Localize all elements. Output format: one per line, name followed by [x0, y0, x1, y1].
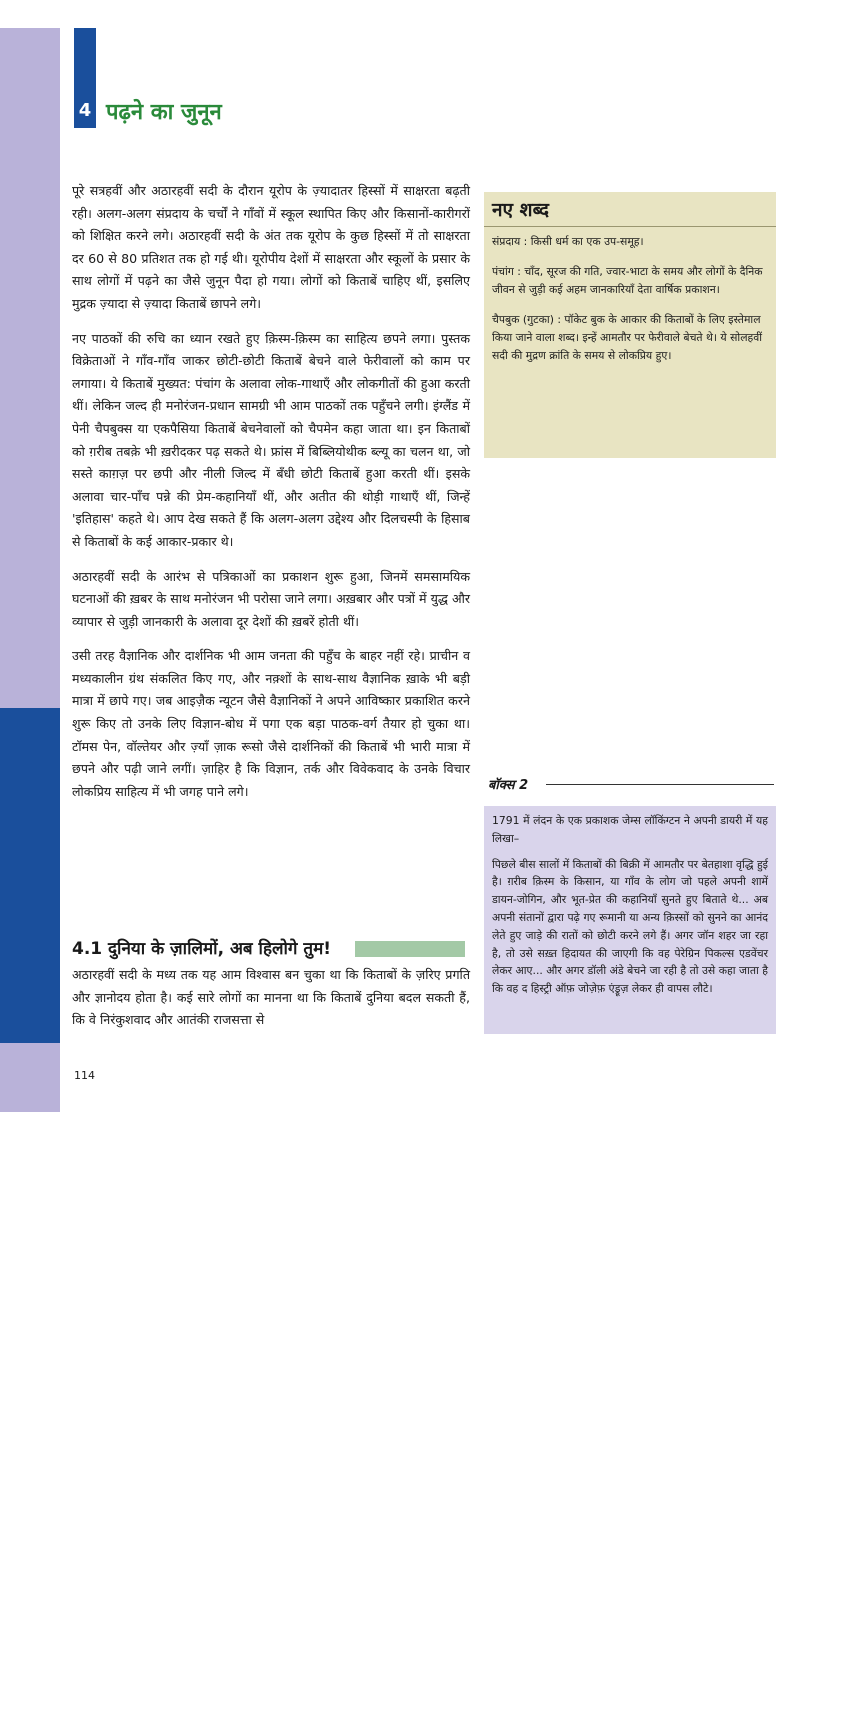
side-label-band [0, 708, 60, 1736]
page-number: 114 [74, 1069, 95, 1082]
box2-panel [484, 806, 776, 1034]
paragraph-3: अठारहवीं सदी के आरंभ से पत्रिकाओं का प्रकाशन शुरू हुआ, जिनमें समसामयिक घटनाओं की ख़बर के साथ मनोरंजन भी परोसा जाने लगा। अख़बार और पत्रों में युद्ध और व्यापार से जुड़ी जानकारी के अलावा दूर देशों की ख़बरें होती थीं। [72, 568, 471, 629]
side-label: भारत और समकालीन विश्व [14, 1617, 28, 1736]
section-paragraph: अठारहवीं सदी के मध्य तक यह आम विश्वास बन चुका था कि किताबों के ज़रिए प्रगति और ज्ञानोदय होता है। कई सारे लोगों का मानना था कि किताबें दुनिया बदल सकती हैं, कि वे निरंकुशवाद और आतंकी राजसत्ता से [72, 967, 470, 1028]
main-text [72, 180, 470, 815]
paragraph-4: उसी तरह वैज्ञानिक और दार्शनिक भी आम जनता की पहुँच के बाहर नहीं रहे। प्राचीन व मध्यकालीन ग्रंथ संकलित किए गए, और नक़्शों के साथ-साथ वैज्ञानिक ख़ाके भी बड़ी मात्रा में छापे गए। जब आइज़ैक न्यूटन जैसे वैज्ञानिकों ने अपने आविष्कार प्रकाशित करने शुरू किए तो उनके लिए विज्ञान-बोध में पगा एक बड़ा पाठक-वर्ग तैयार हो चुका था। टॉमस पेन, वॉल्तेयर और ज़्याँ ज़ाक रूसो जैसे दार्शनिकों की किताबें भी भारी मात्रा में छपने और पढ़ी जाने लगीं। ज़ाहिर है कि विज्ञान, तर्क और विवेकवाद के उनके विचार लोकप्रिय साहित्य में भी जगह पाने लगे। [72, 648, 470, 799]
box2-quote: पिछले बीस सालों में किताबों की बिक्री में आमतौर पर बेतहाशा वृद्धि हुई है। ग़रीब क़िस्म के किसान, या गाँव के लोग जो पहले अपनी शामें डायन-जोगिन, और भूत-प्रेत की कहानियाँ सुनते हुए बिताते थे... अब अपनी संतानों द्वारा पढ़े गए रूमानी या अन्य क़िस्सों को सुनने का आनंद लेते हुए जाड़े की रातों को छोटी करने लगे हैं। अगर जॉन शहर जा रहा है, तो उसे सख़्त हिदायत की जाएगी कि वह पेरेग्रिन पिकल्स एडवेंचर लेकर आए... और अगर डॉली अंडे बेचने जा रही है तो उसे कहा जाता है कि वह द हिस्ट्री ऑफ़ जोज़ेफ़ एंड्रूज़ लेकर ही वापस लौटे। [492, 857, 768, 996]
chapter-number: 4 [78, 100, 92, 121]
glossary-entry: चैपबुक (गुटका) : पॉकेट बुक के आकार की किताबों के लिए इस्तेमाल किया जाने वाला शब्द। इन्हें आमतौर पर फेरीवाले बेचते थे। ये सोलहवीं सदी की मुद्रण क्रांति के समय से लोकप्रिय हुए। [492, 313, 763, 362]
section-text-block [72, 964, 470, 1044]
box2-rule [546, 784, 774, 785]
chapter-title: पढ़ने का जुनून [106, 100, 222, 125]
section-heading: 4.1 दुनिया के ज़ालिमों, अब हिलोगे तुम! [72, 939, 332, 959]
glossary-title: नए शब्द [484, 192, 776, 227]
glossary-entry: संप्रदाय : किसी धर्म का एक उप-समूह। [492, 235, 644, 248]
glossary-entry: पंचांग : चाँद, सूरज की गति, ज्वार-भाटा के समय और लोगों के दैनिक जीवन से जुड़ी कई अहम जानकारियाँ देता वार्षिक प्रकाशन। [492, 265, 763, 296]
glossary-box [484, 192, 776, 458]
paragraph-2: नए पाठकों की रुचि का ध्यान रखते हुए क़िस्म-क़िस्म का साहित्य छपने लगा। पुस्तक विक्रेताओं ने गाँव-गाँव जाकर छोटी-छोटी किताबें बेचने वाले फेरीवालों को काम पर लगाया। ये किताबें मुख्यत: पंचांग के अलावा लोक-गाथाएँ और लोकगीतों की हुआ करती थीं। लेकिन जल्द ही मनोरंजन-प्रधान सामग्री भी आम पाठकों तक पहुँचने लगी। इंग्लैंड में पेनी चैपबुक्स या एकपैसिया किताबें बेचनेवालों को चैपमेन कहा जाता था। इन किताबों को ग़रीब तबक़े भी ख़रीदकर पढ़ सकते थे। फ्रांस में बिब्लियोथीक ब्ल्यू का चलन था, जो सस्ते काग़ज़ पर छपी और नीली जिल्द में बँधी छोटी किताबें हुआ करती थीं। इसके अलावा चार-पाँच पन्ने की प्रेम-कहानियाँ थीं, और अतीत की थोड़ी गाथाएँ थीं, जिन्हें 'इतिहास' कहते थे। आप देख सकते हैं कि अलग-अलग उद्देश्य और दिलचस्पी के हिसाब से किताबों के कई आकार-प्रकार थे। [72, 330, 470, 549]
section-heading-bar [355, 941, 465, 957]
paragraph-1: पूरे सत्रहवीं और अठारहवीं सदी के दौरान यूरोप के ज़्यादातर हिस्सों में साक्षरता बढ़ती रही। अलग-अलग संप्रदाय के चर्चों ने गाँवों में स्कूल स्थापित किए और किसानों-कारीगरों को शिक्षित करने लगे। अठारहवीं सदी के अंत तक यूरोप के कुछ हिस्सों में तो साक्षरता दर 60 से 80 प्रतिशत तक हो गई थी। यूरोपीय देशों में साक्षरता और स्कूलों के प्रसार के साथ लोगों में पढ़ने का जैसे जुनून पैदा हो गया। लोगों को किताबें चाहिए थीं, इसलिए मुद्रक ज़्यादा से ज़्यादा किताबें छापने लगे। [72, 183, 470, 311]
box2-title: बॉक्स 2 [488, 778, 529, 793]
box2-intro: 1791 में लंदन के एक प्रकाशक जेम्स लॉकिंग्टन ने अपनी डायरी में यह लिखा– [492, 814, 768, 845]
